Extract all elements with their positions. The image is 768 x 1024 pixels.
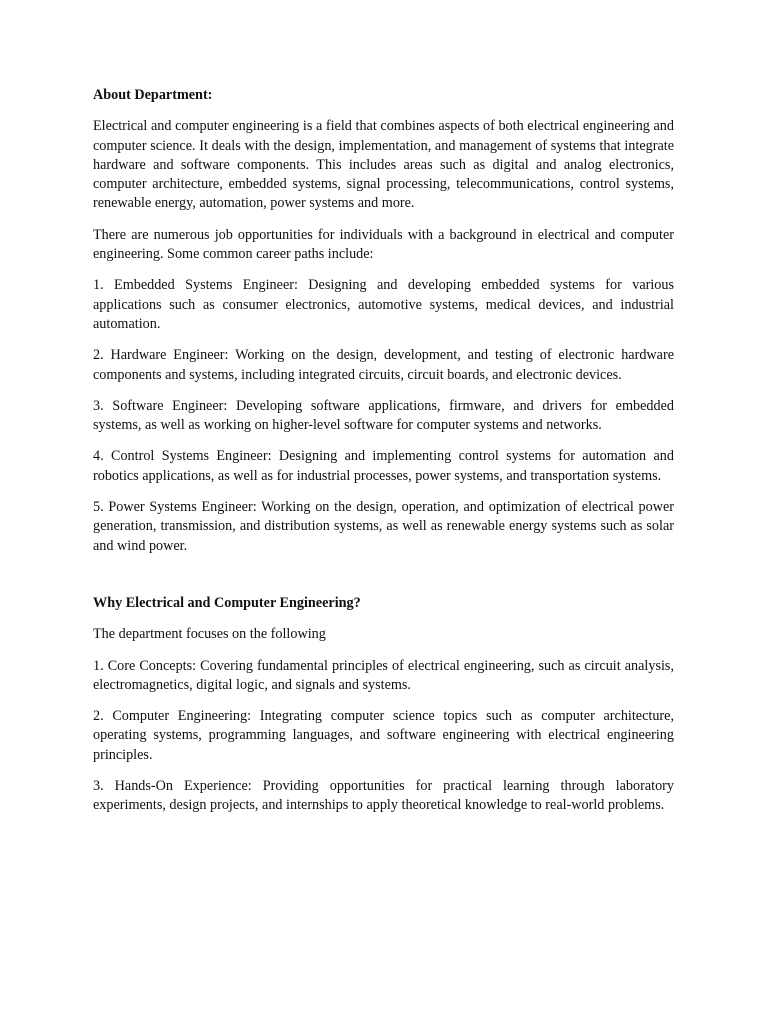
career-item-control: 4. Control Systems Engineer: Designing and implementing control systems for automation and robotics applications, as well as for industrial processes, power systems, and transportation systems. <box>93 448 674 484</box>
focus-item-core-concepts: 1. Core Concepts: Covering fundamental principles of electrical engineering, such as circuit analysis, electromagnetics, digital logic, and signals and systems. <box>93 657 674 693</box>
careers-intro-paragraph: There are numerous job opportunities for individuals with a background in electrical and computer engineering. Some common career paths include: <box>93 226 674 263</box>
why-intro-paragraph: The department focuses on the following <box>93 626 326 643</box>
about-intro-paragraph: Electrical and computer engineering is a field that combines aspects of both electrical engineering and computer science. It deals with the design, implementation, and management of systems that integrate hardware and software components. This includes areas such as digital and analog electronics, computer architecture, embedded systems, signal processing, telecommunications, control systems, renewable energy, automation, power systems and more. <box>93 118 674 212</box>
about-department-heading: About Department: <box>93 87 213 103</box>
career-item-hardware: 2. Hardware Engineer: Working on the design, development, and testing of electronic hardware components and systems, including integrated circuits, circuit boards, and electronic devices. <box>93 347 674 383</box>
section-spacer <box>93 568 674 594</box>
focus-item-hands-on: 3. Hands-On Experience: Providing opportunities for practical learning through laboratory experiments, design projects, and internships to apply theoretical knowledge to real-world problems. <box>93 778 674 814</box>
document-page <box>93 86 674 828</box>
focus-item-computer-engineering: 2. Computer Engineering: Integrating computer science topics such as computer architecture, operating systems, programming languages, and software engineering with electrical engineering principles. <box>93 708 674 763</box>
career-item-software: 3. Software Engineer: Developing software applications, firmware, and drivers for embedded systems, as well as working on higher-level software for computer systems and networks. <box>93 397 674 434</box>
why-ece-heading: Why Electrical and Computer Engineering? <box>93 594 361 611</box>
career-item-power: 5. Power Systems Engineer: Working on the design, operation, and optimization of electrical power generation, transmission, and distribution systems, as well as renewable energy systems such as solar and wind power. <box>93 499 674 554</box>
career-item-embedded: 1. Embedded Systems Engineer: Designing and developing embedded systems for various applications such as consumer electronics, automotive systems, medical devices, and industrial automation. <box>93 277 674 332</box>
